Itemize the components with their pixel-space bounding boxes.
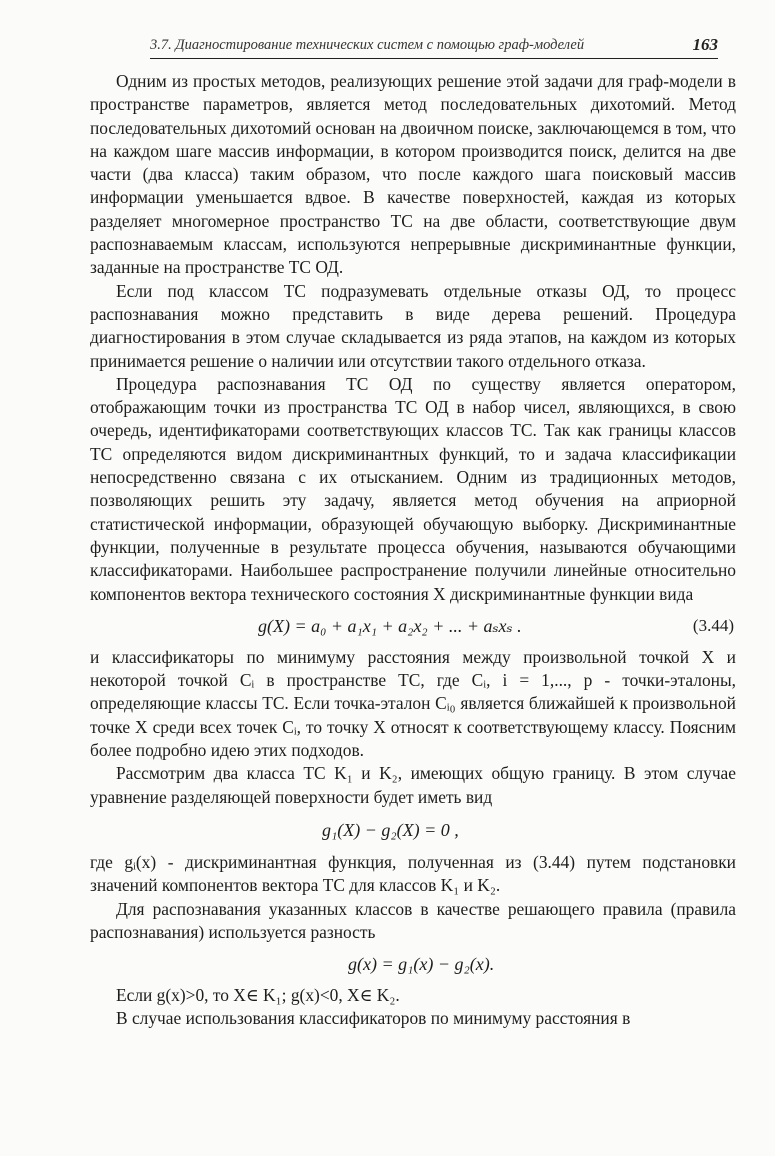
paragraph: Рассмотрим два класса ТС K₁ и K₂, имеющих общую границу. В этом случае уравнение разделяющей поверхности будет иметь вид bbox=[90, 763, 736, 807]
running-title: 3.7. Диагностирование технических систем с помощью граф-моделей bbox=[150, 37, 585, 53]
paragraph: В случае использования классификаторов по минимуму расстояния в bbox=[116, 1008, 631, 1029]
paragraph: Если под классом ТС подразумевать отдельные отказы ОД, то процесс распознавания можно представить в виде дерева решений. Процедура диагностирования в этом случае складывается из ряда этапов, на каждом из которых принимается решение о наличии или отсутствии такого отдельного отказа. bbox=[90, 280, 736, 371]
paragraph: Если g(x)>0, то X∈ K₁; g(x)<0, X∈ K₂. bbox=[116, 985, 400, 1006]
equation-3-44 bbox=[90, 613, 736, 639]
page-body bbox=[90, 70, 736, 1031]
difference-equation bbox=[90, 951, 736, 977]
paragraph: и классификаторы по минимуму расстояния между произвольной точкой X и некоторой точкой Cᵢ в пространстве ТС, где Cᵢ, i = 1,..., p - точки-эталоны, определяющие классы ТС. Если точка-эталон Cᵢ₀ является ближайшей к произвольной точке X среди всех точек Cᵢ, то точку X относят к соответствующему классу. Поясним более подробно идею этих подходов. bbox=[90, 646, 736, 761]
equation-3-44-body: g(X) = a₀ + a₁x₁ + a₂x₂ + ... + aₛxₛ . bbox=[258, 615, 522, 636]
paragraph: где gᵢ(x) - дискриминантная функция, полученная из (3.44) путем подстановки значений компонентов вектора ТС для классов K₁ и K₂. bbox=[90, 851, 736, 896]
page-number: 163 bbox=[692, 35, 718, 54]
difference-equation-body: g(x) = g₁(x) − g₂(x). bbox=[348, 954, 495, 975]
paragraph: Процедура распознавания ТС ОД по существу является оператором, отображающим точки из пространства ТС ОД в набор чисел, являющихся, в свою очередь, идентификаторами соответствующих классов ТС. Так как границы классов ТС определяются видом дискриминантных функций, то и задача классификации непосредственно связана с их отысканием. Одним из традиционных методов, позволяющих решить эту задачу, является метод обучения на априорной статистической информации, образующей обучающую выборку. Дискриминантные функции, полученные в результате процесса обучения, называются обучающими классификаторами. Наибольшее распространение получили линейные относительно компонентов вектора технического состояния X дискриминантные функции вида bbox=[90, 373, 736, 604]
paragraph: Одним из простых методов, реализующих решение этой задачи для граф-модели в пространстве параметров, является метод последовательных дихотомий. Метод последовательных дихотомий основан на двоичном поиске, заключающемся в том, что на каждом шаге массив информации, в котором производится поиск, делится на две части (два класса) таким образом, что после каждого шага поисковый массив информации уменьшается вдвое. В качестве поверхностей, каждая из которых разделяет многомерное пространство ТС на две области, соответствующие двум распознаваемым классам, используются непрерывные дискриминантные функции, заданные на пространстве ТС ОД. bbox=[90, 71, 736, 278]
boundary-equation-body: g₁(X) − g₂(X) = 0 , bbox=[322, 819, 459, 840]
paragraph: Для распознавания указанных классов в качестве решающего правила (правила распознавания) используется разность bbox=[90, 898, 736, 942]
boundary-equation bbox=[90, 817, 736, 843]
page-header bbox=[150, 32, 718, 59]
equation-number: (3.44) bbox=[692, 615, 734, 635]
